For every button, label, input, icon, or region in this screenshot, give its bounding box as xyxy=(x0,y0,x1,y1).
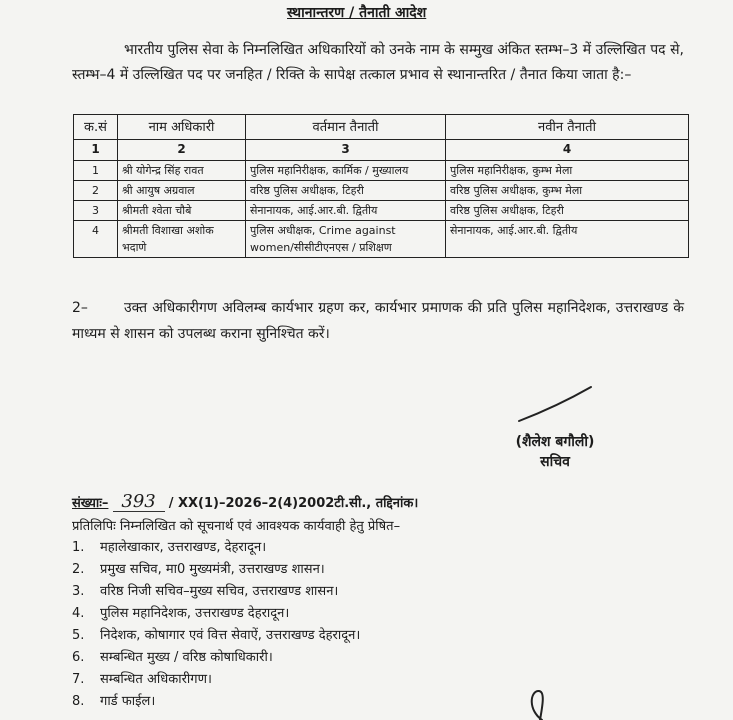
row-current-posting: सेनानायक, आई.आर.बी. द्वितीय xyxy=(246,201,446,221)
column-number-row xyxy=(74,140,689,161)
header-new-posting: नवीन तैनाती xyxy=(446,115,689,140)
row-current-posting: पुलिस महानिरीक्षक, कार्मिक / मुख्यालय xyxy=(246,161,446,181)
reference-number: 393 xyxy=(113,493,165,512)
reference-code: / XX(1)–2026–2(4)2002टी.सी., तद्दिनांक। xyxy=(168,496,419,511)
copy-to-list xyxy=(72,537,360,713)
signatory-block xyxy=(495,432,615,472)
row-current-posting: पुलिस अधीक्षक, Crime against women/सीसीटीएनएस / प्रशिक्षण xyxy=(246,221,446,258)
row-sn: 4 xyxy=(74,221,118,258)
copy-to-heading: प्रतिलिपिः निम्नलिखित को सूचनार्थ एवं आवश्यक कार्यवाही हेतु प्रेषित– xyxy=(72,519,401,534)
signature-stroke xyxy=(515,385,595,425)
intro-text: भारतीय पुलिस सेवा के निम्नलिखित अधिकारियों को उनके नाम के सम्मुख अंकित स्तम्भ–3 में उल्लिखित पद से, स्तम्भ–4 में उल्लिखित पद पर जनहित / रिक्ति के सापेक्ष तत्काल प्रभाव से स्थानान्तरित / तैनात किया जाता है:– xyxy=(72,42,684,83)
list-item: 4. पुलिस महानिदेशक, उत्तराखण्ड देहरादून। xyxy=(72,606,290,621)
row-officer-name: श्रीमती विशाखा अशोक भदाणे xyxy=(118,221,246,258)
row-sn: 3 xyxy=(74,201,118,221)
row-current-posting: वरिष्ठ पुलिस अधीक्षक, टिहरी xyxy=(246,181,446,201)
reference-label: संख्याः– xyxy=(72,496,109,511)
column-number: 4 xyxy=(446,140,689,161)
row-officer-name: श्रीमती श्वेता चौबे xyxy=(118,201,246,221)
row-new-posting: सेनानायक, आई.आर.बी. द्वितीय xyxy=(446,221,689,258)
paragraph-number: 2– xyxy=(72,300,88,316)
table-row xyxy=(74,181,689,201)
postings-table xyxy=(73,114,689,258)
table-header-row xyxy=(74,115,689,140)
row-officer-name: श्री योगेन्द्र सिंह रावत xyxy=(118,161,246,181)
list-item: 1. महालेखाकार, उत्तराखण्ड, देहरादून। xyxy=(72,540,267,555)
list-item: 3. वरिष्ठ निजी सचिव–मुख्य सचिव, उत्तराखण्ड शासन। xyxy=(72,584,339,599)
row-sn: 2 xyxy=(74,181,118,201)
signatory-name: (शैलेश बगौली) xyxy=(515,434,595,450)
list-item: 7. सम्बन्धित अधिकारीगण। xyxy=(72,672,212,687)
list-item: 6. सम्बन्धित मुख्य / वरिष्ठ कोषाधिकारी। xyxy=(72,650,273,665)
row-officer-name: श्री आयुष अग्रवाल xyxy=(118,181,246,201)
row-new-posting: वरिष्ठ पुलिस अधीक्षक, टिहरी xyxy=(446,201,689,221)
initials-signature xyxy=(520,688,560,720)
reference-line xyxy=(72,493,418,512)
row-sn: 1 xyxy=(74,161,118,181)
instruction-paragraph xyxy=(72,295,684,347)
row-new-posting: पुलिस महानिरीक्षक, कुम्भ मेला xyxy=(446,161,689,181)
table-row xyxy=(74,201,689,221)
header-name: नाम अधिकारी xyxy=(118,115,246,140)
table-row xyxy=(74,221,689,258)
column-number: 3 xyxy=(246,140,446,161)
table-row xyxy=(74,161,689,181)
list-item: 5. निदेशक, कोषागार एवं वित्त सेवाऐं, उत्तराखण्ड देहरादून। xyxy=(72,628,361,643)
instruction-text: उक्त अधिकारीगण अविलम्ब कार्यभार ग्रहण कर, कार्यभार प्रमाणक की प्रति पुलिस महानिदेशक, उत्तराखण्ड के माध्यम से शासन को उपलब्ध कराना सुनिश्चित करें। xyxy=(72,300,684,342)
column-number: 2 xyxy=(118,140,246,161)
row-new-posting: वरिष्ठ पुलिस अधीक्षक, कुम्भ मेला xyxy=(446,181,689,201)
column-number: 1 xyxy=(74,140,118,161)
order-title: स्थानान्तरण / तैनाती आदेश xyxy=(287,5,427,21)
signatory-designation: सचिव xyxy=(540,454,570,470)
intro-paragraph xyxy=(72,38,684,88)
header-sn: क.सं xyxy=(74,115,118,140)
header-current-posting: वर्तमान तैनाती xyxy=(246,115,446,140)
list-item: 2. प्रमुख सचिव, मा0 मुख्यमंत्री, उत्तराखण्ड शासन। xyxy=(72,562,325,577)
list-item: 8. गार्ड फाईल। xyxy=(72,694,156,709)
